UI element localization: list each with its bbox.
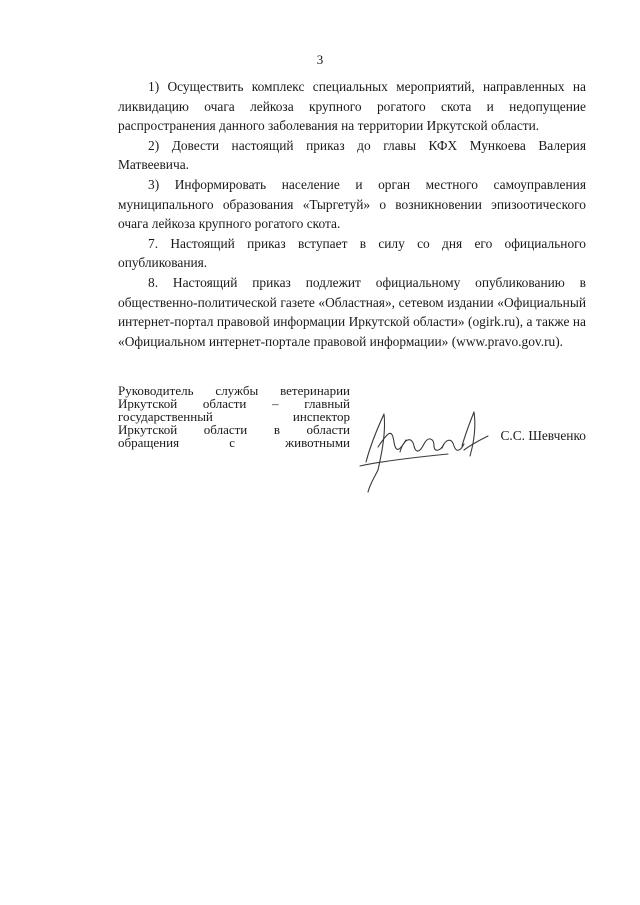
- paragraph-effective-date: 7. Настоящий приказ вступает в силу со дня его официального опубликования.: [118, 235, 586, 271]
- document-body: [118, 77, 586, 351]
- page-number: 3: [316, 52, 324, 67]
- paragraph-measures: 1) Осуществить комплекс специальных мероприятий, направленных на ликвидацию очага лейкоза крупного рогатого скота и недопущение распространения данного заболевания на территории Иркутской области.: [118, 79, 586, 134]
- paragraph-inform-public: 3) Информировать население и орган местного самоуправления муниципального образования «Тыргетуй» о возникновении эпизоотического очага лейкоза крупного рогатого скота.: [118, 176, 586, 232]
- signer-position: Руководитель службы ветеринарии Иркутской области – главный государственный инспектор Иркутской области в области обращения с животными: [118, 383, 350, 450]
- paragraph-notify-head: 2) Довести настоящий приказ до главы КФХ Мункоева Валерия Матвеевича.: [118, 137, 586, 173]
- signature-block: [118, 384, 586, 504]
- paragraph-publication: 8. Настоящий приказ подлежит официальному опубликованию в общественно-политической газете «Областная», сетевом издании «Официальный интернет-портал правовой информации Иркутской области» (ogirk.ru), а также на «Официальном интернет-портале правовой информации» (www.pravo.gov.ru).: [118, 274, 586, 349]
- handwritten-signature: [348, 392, 498, 502]
- signer-name: С.С. Шевченко: [500, 428, 586, 443]
